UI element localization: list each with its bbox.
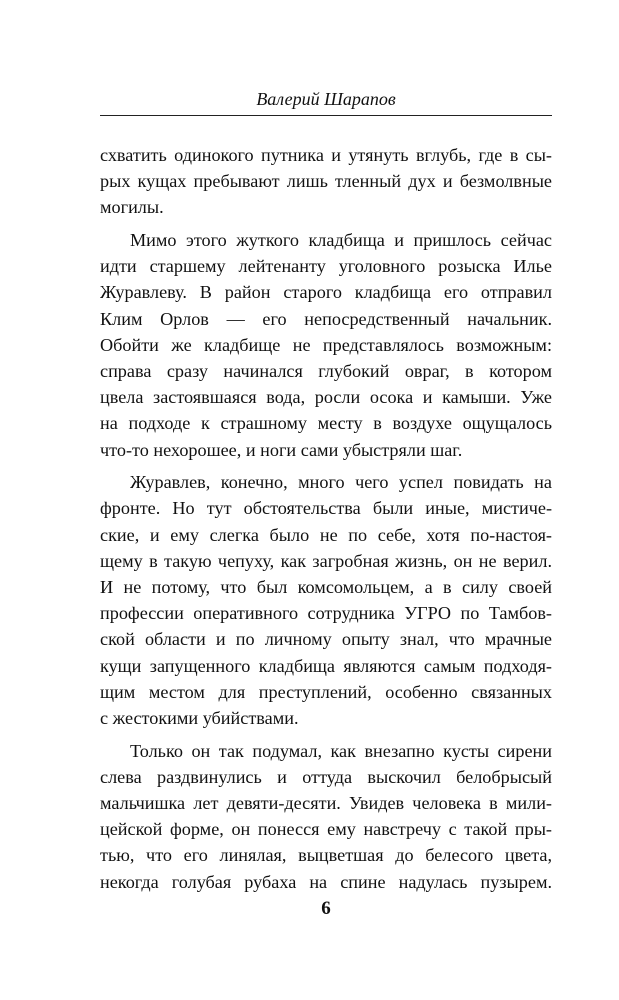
running-head: Валерий Шарапов — [256, 89, 396, 109]
text-line: что-то нехорошее, и ноги сами убыстряли шаг. — [100, 439, 463, 460]
text-line: Журавлеву. В район старого кладбища его отправил — [100, 282, 552, 303]
header-rule — [100, 115, 552, 116]
paragraph-2 — [100, 227, 552, 463]
text-line: могилы. — [100, 197, 164, 218]
text-line: справа сразу начинался глубокий овраг, в котором — [100, 361, 552, 381]
text-line: щему в такую чепуху, как загробная жизнь, он не верил. — [100, 550, 552, 571]
paragraph-3 — [100, 469, 552, 731]
paragraph-1 — [100, 142, 552, 221]
text-line: профессии оперативного сотрудника УГРО по Тамбов- — [100, 603, 552, 624]
text-line: щим местом для преступлений, особенно связанных — [100, 681, 552, 702]
text-line: рых кущах пребывают лишь тленный дух и безмолвные — [100, 171, 552, 192]
text-line: Журавлев, конечно, много чего успел повидать на — [130, 472, 552, 493]
text-line: цейской форме, он понесся ему навстречу с такой пры- — [100, 819, 552, 840]
text-line: схватить одинокого путника и утянуть вглубь, где в сы- — [100, 145, 552, 165]
text-line: кущи запущенного кладбища являются самым подходя- — [100, 655, 552, 676]
text-line: на подходе к страшному месту в воздухе ощущалось — [100, 413, 552, 434]
text-line: Только он так подумал, как внезапно кусты сирени — [130, 740, 552, 761]
text-line: цвела застоявшаяся вода, росли осока и камыши. Уже — [100, 387, 552, 408]
text-line: идти старшему лейтенанту уголовного розыска Илье — [100, 256, 552, 277]
page-number: 6 — [321, 898, 331, 919]
text-line: мальчишка лет девяти-десяти. Увидев человека в мили- — [100, 793, 552, 813]
text-line: некогда голубая рубаха на спине надулась пузырем. — [100, 871, 552, 892]
text-line: ские, и ему слегка было не по себе, хотя по-настоя- — [100, 524, 552, 545]
text-line: тью, что его линялая, выцветшая до белесого цвета, — [100, 845, 552, 866]
text-line: Клим Орлов — его непосредственный начальник. — [100, 308, 552, 329]
text-line: ской области и по личному опыту знал, что мрачные — [100, 629, 552, 650]
text-line: И не потому, что был комсомольцем, а в силу своей — [100, 577, 552, 597]
text-line: с жестокими убийствами. — [100, 707, 299, 728]
text-line: Мимо этого жуткого кладбища и пришлось сейчас — [130, 230, 552, 251]
body-text — [100, 142, 552, 895]
text-line: Обойти же кладбище не представлялось возможным: — [100, 334, 552, 355]
text-line: фронте. Но тут обстоятельства были иные, мистиче- — [100, 498, 552, 519]
text-line: слева раздвинулись и оттуда выскочил белобрысый — [100, 766, 552, 787]
paragraph-4 — [100, 738, 552, 895]
